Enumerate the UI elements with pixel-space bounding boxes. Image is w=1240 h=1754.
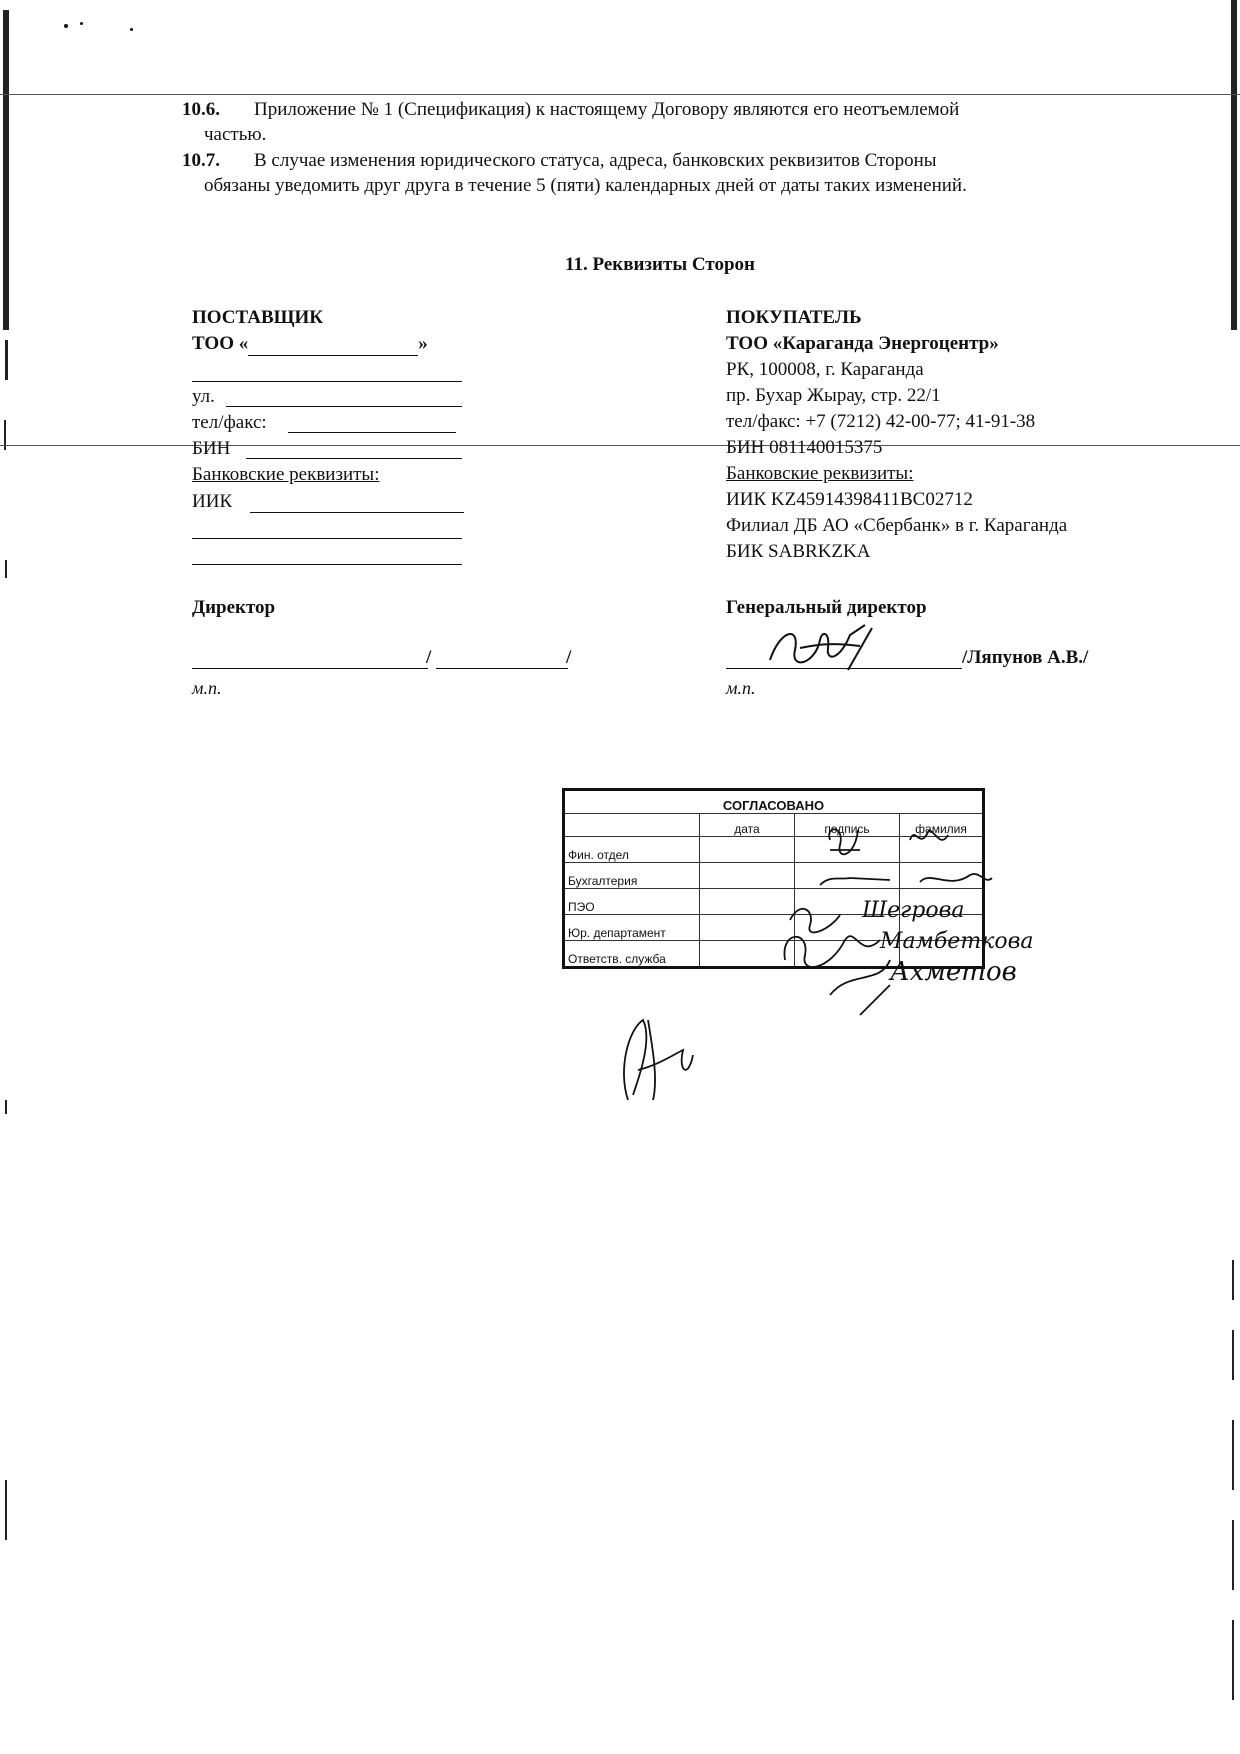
phone-blank bbox=[288, 432, 456, 433]
scan-speck bbox=[64, 24, 68, 28]
handwritten-surname: Мамбеткова bbox=[880, 929, 1034, 954]
column-header bbox=[564, 814, 700, 837]
buyer-bin: БИН 081140015375 bbox=[726, 437, 883, 458]
bin-label: БИН bbox=[192, 438, 231, 459]
company-prefix: ТОО « bbox=[192, 333, 249, 354]
buyer-bik: БИК SABRKZKA bbox=[726, 541, 871, 562]
phone-label: тел/факс: bbox=[192, 412, 267, 433]
buyer-bank-heading: Банковские реквизиты: bbox=[726, 463, 914, 484]
blank-line bbox=[192, 564, 462, 565]
clause-text-cont: обязаны уведомить друг друга в течение 5 (пяти) календарных дней от даты таких изменений. bbox=[204, 175, 967, 196]
buyer-phone: тел/факс: +7 (7212) 42-00-77; 41-91-38 bbox=[726, 411, 1036, 432]
slash: / bbox=[426, 647, 432, 668]
director-signature bbox=[760, 620, 890, 680]
slash: / bbox=[566, 647, 572, 668]
supplier-bin bbox=[192, 437, 230, 461]
buyer-heading: ПОКУПАТЕЛЬ bbox=[726, 307, 862, 328]
supplier-bank-heading: Банковские реквизиты: bbox=[192, 464, 380, 485]
approval-signatures bbox=[770, 820, 1050, 1020]
buyer-address: РК, 100008, г. Караганда bbox=[726, 359, 924, 380]
column-header-surname: фамилия bbox=[900, 814, 984, 837]
clause-text-cont: частью. bbox=[204, 124, 267, 145]
blank-line bbox=[192, 381, 462, 382]
supplier-phone bbox=[192, 411, 267, 435]
signature-blank bbox=[192, 668, 428, 669]
buyer-signer-title: Генеральный директор bbox=[726, 597, 927, 618]
buyer-iik: ИИК KZ45914398411BC02712 bbox=[726, 489, 973, 510]
column-header-signature: подпись bbox=[795, 814, 900, 837]
stamp-place: м.п. bbox=[192, 678, 222, 698]
clause-10-6 bbox=[182, 97, 1134, 147]
initials-signature bbox=[598, 1010, 708, 1110]
clause-number: 10.7. bbox=[182, 150, 220, 171]
supplier-heading: ПОСТАВЩИК bbox=[192, 307, 324, 328]
street-blank bbox=[226, 406, 462, 407]
company-suffix: » bbox=[418, 333, 428, 354]
row-label: ПЭО bbox=[564, 889, 700, 915]
scan-line bbox=[0, 94, 1240, 95]
stamp-place: м.п. bbox=[726, 678, 756, 698]
row-label: Ответств. служба bbox=[564, 941, 700, 968]
row-label: Бухгалтерия bbox=[564, 863, 700, 889]
buyer-address: пр. Бухар Жырау, стр. 22/1 bbox=[726, 385, 941, 406]
supplier-company bbox=[192, 332, 428, 356]
name-blank bbox=[436, 668, 568, 669]
clause-number: 10.6. bbox=[182, 99, 220, 120]
street-label: ул. bbox=[192, 386, 215, 407]
buyer-bank: Филиал ДБ АО «Сбербанк» в г. Караганда bbox=[726, 515, 1068, 536]
clause-text: Приложение № 1 (Спецификация) к настоящему Договору являются его неотъемлемой bbox=[254, 99, 960, 120]
supplier-signer-title: Директор bbox=[192, 597, 276, 618]
row-label: Юр. департамент bbox=[564, 915, 700, 941]
buyer-company: ТОО «Караганда Энергоцентр» bbox=[726, 333, 999, 354]
scan-speck bbox=[80, 22, 83, 25]
iik-label: ИИК bbox=[192, 491, 233, 512]
handwritten-surname: Ахметов bbox=[890, 957, 1017, 987]
scan-speck bbox=[130, 28, 133, 31]
approval-title: СОГЛАСОВАНО bbox=[564, 790, 984, 814]
clause-10-7 bbox=[182, 148, 1134, 198]
handwritten-surname: Шегрова bbox=[862, 898, 965, 923]
supplier-iik bbox=[192, 490, 232, 514]
section-title: 11. Реквизиты Сторон bbox=[565, 254, 755, 275]
iik-blank bbox=[250, 512, 464, 513]
column-header-date: дата bbox=[700, 814, 795, 837]
buyer-signer-name: /Ляпунов А.В./ bbox=[962, 647, 1089, 668]
bin-blank bbox=[246, 458, 462, 459]
supplier-street bbox=[192, 385, 215, 409]
company-name-blank bbox=[248, 335, 418, 356]
blank-line bbox=[192, 538, 462, 539]
row-label: Фин. отдел bbox=[564, 837, 700, 863]
clause-text: В случае изменения юридического статуса, адреса, банковских реквизитов Стороны bbox=[254, 150, 937, 171]
scan-line bbox=[0, 445, 1240, 446]
